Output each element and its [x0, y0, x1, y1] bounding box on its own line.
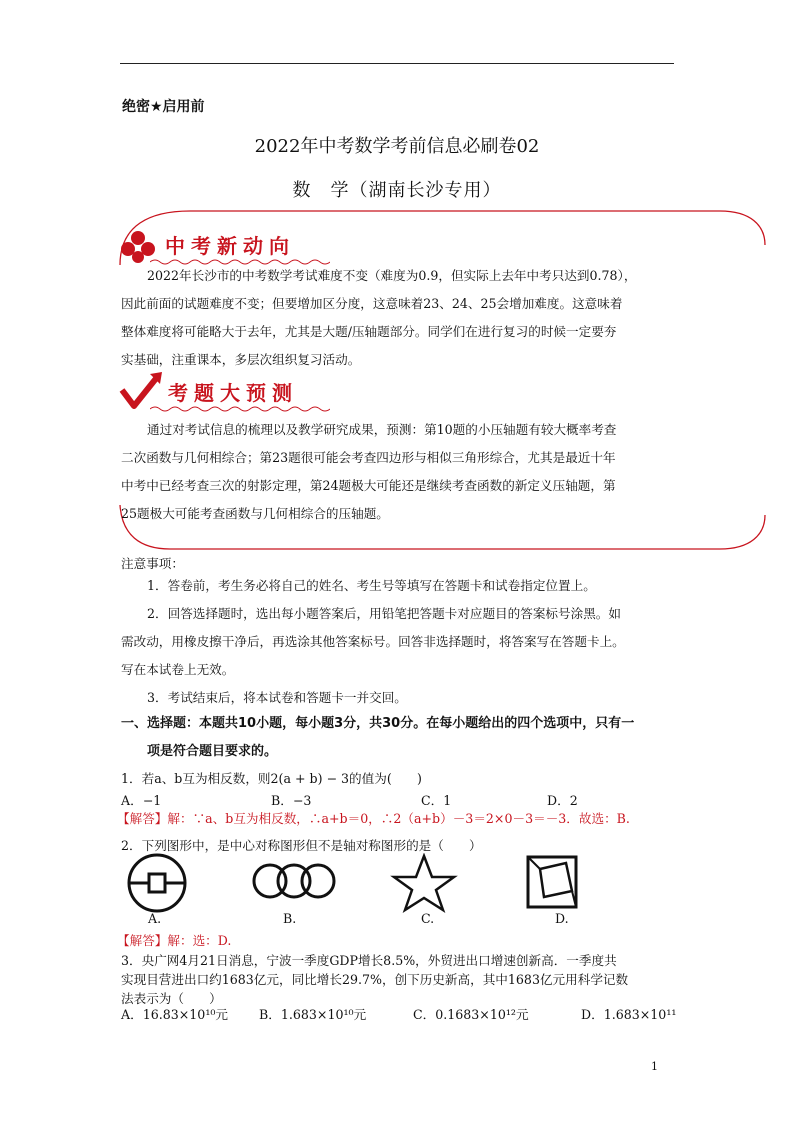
trend-line: 2022年长沙市的中考数学考试难度不变（难度为0.9，但实际上去年中考只达到0.78），	[147, 268, 637, 283]
figure-a-coin	[129, 855, 185, 911]
part1-heading-line: 一、选择题：本题共10小题，每小题3分，共30分。在每小题给出的四个选项中，只有一	[121, 716, 635, 731]
answer-text: 解：∵a、b互为相反数，∴a+b＝0，∴2（a+b）－3＝2×0－3＝－3．故选：B.	[167, 811, 630, 826]
q2-figure-labels	[121, 911, 681, 929]
answer-label: 【解答】	[117, 811, 168, 826]
q3-stem-line: 法表示为（ ）	[121, 991, 222, 1006]
q2-label-c[interactable]: C.	[421, 911, 435, 926]
note-item: 写在本试卷上无效。	[121, 662, 235, 677]
q3-option-d[interactable]: D．1.683×10¹¹	[581, 1007, 677, 1022]
new-trend-heading: 中考新动向	[165, 234, 295, 258]
q2-label-d[interactable]: D.	[555, 911, 569, 926]
prediction-heading: 考题大预测	[168, 381, 298, 405]
prediction-line: 通过对考试信息的梳理以及教学研究成果，预测：第10题的小压轴题有较大概率考查	[147, 422, 617, 437]
prediction-line: 25题极大可能考查函数与几何相综合的压轴题。	[121, 506, 389, 521]
page-title: 2022年中考数学考前信息必刷卷02	[254, 136, 540, 157]
new-trend-paragraph	[121, 262, 681, 374]
header-rule	[120, 63, 674, 64]
secret-label: 绝密★启用前	[122, 99, 205, 115]
q3-option-b[interactable]: B．1.683×10¹⁰元	[259, 1007, 367, 1022]
notes-title: 注意事项：	[121, 556, 184, 571]
answer-text: 解：选：D.	[167, 933, 232, 948]
note-item: 3．考试结束后，将本试卷和答题卡一并交回。	[147, 690, 407, 705]
prediction-paragraph	[121, 416, 681, 528]
trend-line: 整体难度将可能略大于去年，尤其是大题/压轴题部分。同学们在进行复习的时候一定要夯	[121, 324, 617, 339]
q1-option-d[interactable]: D．2	[547, 793, 578, 808]
figure-b-rings	[254, 865, 334, 897]
q2-stem: 2．下列图形中，是中心对称图形但不是轴对称图形的是（ ）	[121, 838, 482, 853]
page-number: 1	[651, 1060, 658, 1073]
part1-heading-line: 项是符合题目要求的。	[147, 744, 278, 759]
q2-label-a[interactable]: A.	[148, 911, 162, 926]
prediction-line: 中考中已经考查三次的射影定理，第24题极大可能还是继续考查函数的新定义压轴题，第	[121, 478, 616, 493]
answer-label: 【解答】	[117, 933, 168, 948]
q2-figures	[120, 853, 700, 913]
wave-underline	[150, 405, 330, 413]
q3-option-a[interactable]: A．16.83×10¹⁰元	[121, 1007, 229, 1022]
note-item: 需改动，用橡皮擦干净后，再选涂其他答案标号。回答非选择题时，将答案写在答题卡上。	[121, 634, 625, 649]
trend-line: 实基础，注重课本，多层次组织复习活动。	[121, 352, 361, 367]
note-item: 2．回答选择题时，选出每小题答案后，用铅笔把答题卡对应题目的答案标号涂黑。如	[147, 606, 621, 621]
q3-option-c[interactable]: C．0.1683×10¹²元	[413, 1007, 529, 1022]
q1-answer	[117, 808, 630, 827]
q3-options	[121, 1004, 681, 1022]
page-subtitle: 数 学（湖南长沙专用）	[292, 180, 502, 201]
part1-heading	[121, 710, 634, 766]
q1-stem: 1．若a、b互为相反数，则2(a + b) − 3的值为( )	[121, 771, 422, 786]
q2-label-b[interactable]: B.	[283, 911, 297, 926]
notes-list	[121, 572, 691, 712]
q3-stem-line: 3．央广网4月21日消息，宁波一季度GDP增长8.5%，外贸进出口增速创新高．一季度共	[121, 953, 617, 968]
q2-answer	[117, 930, 231, 949]
figure-c-star	[394, 856, 454, 910]
prediction-line: 二次函数与几何相综合；第23题很可能会考查四边形与相似三角形综合，尤其是最近十年	[121, 450, 616, 465]
q1-option-b[interactable]: B．−3	[271, 793, 312, 808]
q3-stem-line: 实现目营进出口约1683亿元，同比增长29.7%，创下历史新高，其中1683亿元用科学记数	[121, 972, 629, 987]
q1-option-a[interactable]: A．−1	[121, 793, 162, 808]
q3-stem	[121, 951, 628, 1008]
note-item: 1．答卷前，考生务必将自己的姓名、考生号等填写在答题卡和试卷指定位置上。	[147, 578, 596, 593]
q1-options	[121, 790, 681, 808]
trend-line: 因此前面的试题难度不变；但要增加区分度，这意味着23、24、25会增加难度。这意味着	[121, 296, 623, 311]
figure-d-square	[528, 857, 576, 907]
q1-option-c[interactable]: C．1	[421, 793, 452, 808]
